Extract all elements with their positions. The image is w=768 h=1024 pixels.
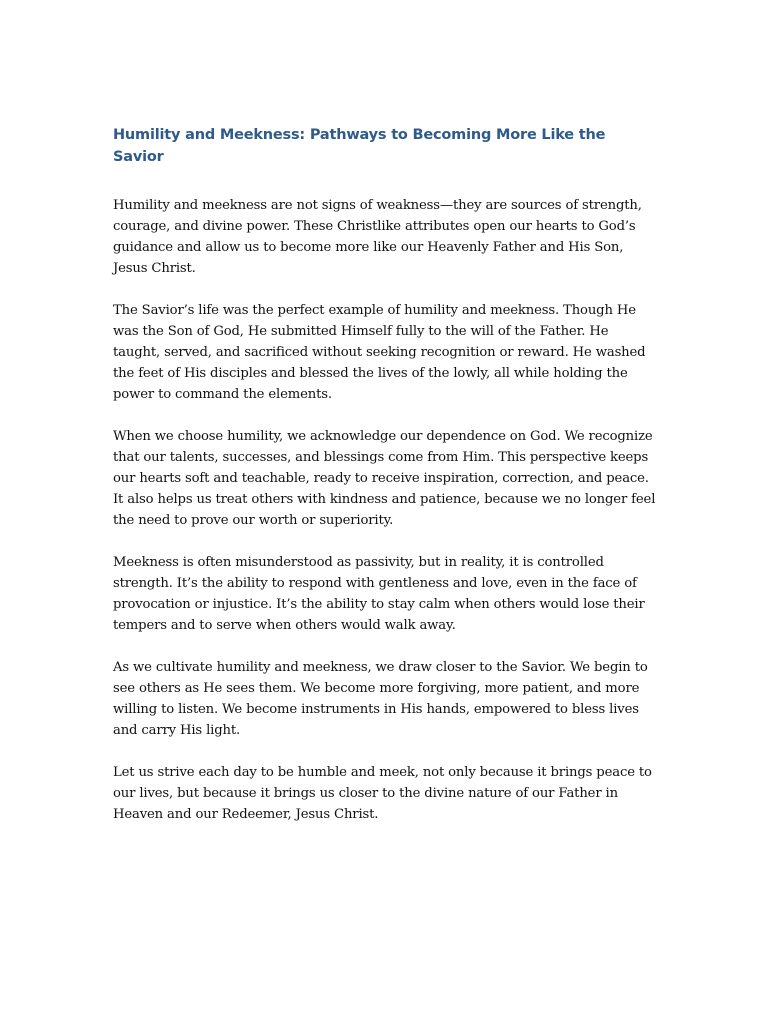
document-body — [113, 124, 658, 846]
document-title: Humility and Meekness: Pathways to Becoming More Like the Savior — [113, 127, 606, 165]
paragraph-5: As we cultivate humility and meekness, we draw closer to the Savior. We begin to see others as He sees them. We become more forgiving, more patient, and more willing to listen. We become instruments in His hands, empowered to bless lives and carry His light. — [113, 660, 648, 738]
paragraph-1: Humility and meekness are not signs of weakness—they are sources of strength, courage, and divine power. These Christlike attributes open our hearts to God’s guidance and allow us to become more like our Heavenly Father and His Son, Jesus Christ. — [113, 198, 642, 276]
paragraph-3: When we choose humility, we acknowledge our dependence on God. We recognize that our talents, successes, and blessings come from Him. This perspective keeps our hearts soft and teachable, ready to receive inspiration, correction, and peace. It also helps us treat others with kindness and patience, because we no longer feel the need to prove our worth or superiority. — [113, 429, 656, 528]
paragraph-4: Meekness is often misunderstood as passivity, but in reality, it is controlled strength. It’s the ability to respond with gentleness and love, even in the face of provocation or injustice. It’s the ability to stay calm when others would lose their tempers and to serve when others would walk away. — [113, 555, 645, 633]
paragraph-6: Let us strive each day to be humble and meek, not only because it brings peace to our lives, but because it brings us closer to the divine nature of our Father in Heaven and our Redeemer, Jesus Christ. — [113, 765, 652, 822]
paragraph-2: The Savior’s life was the perfect example of humility and meekness. Though He was the Son of God, He submitted Himself fully to the will of the Father. He taught, served, and sacrificed without seeking recognition or reward. He washed the feet of His disciples and blessed the lives of the lowly, all while holding the power to command the elements. — [113, 303, 646, 402]
